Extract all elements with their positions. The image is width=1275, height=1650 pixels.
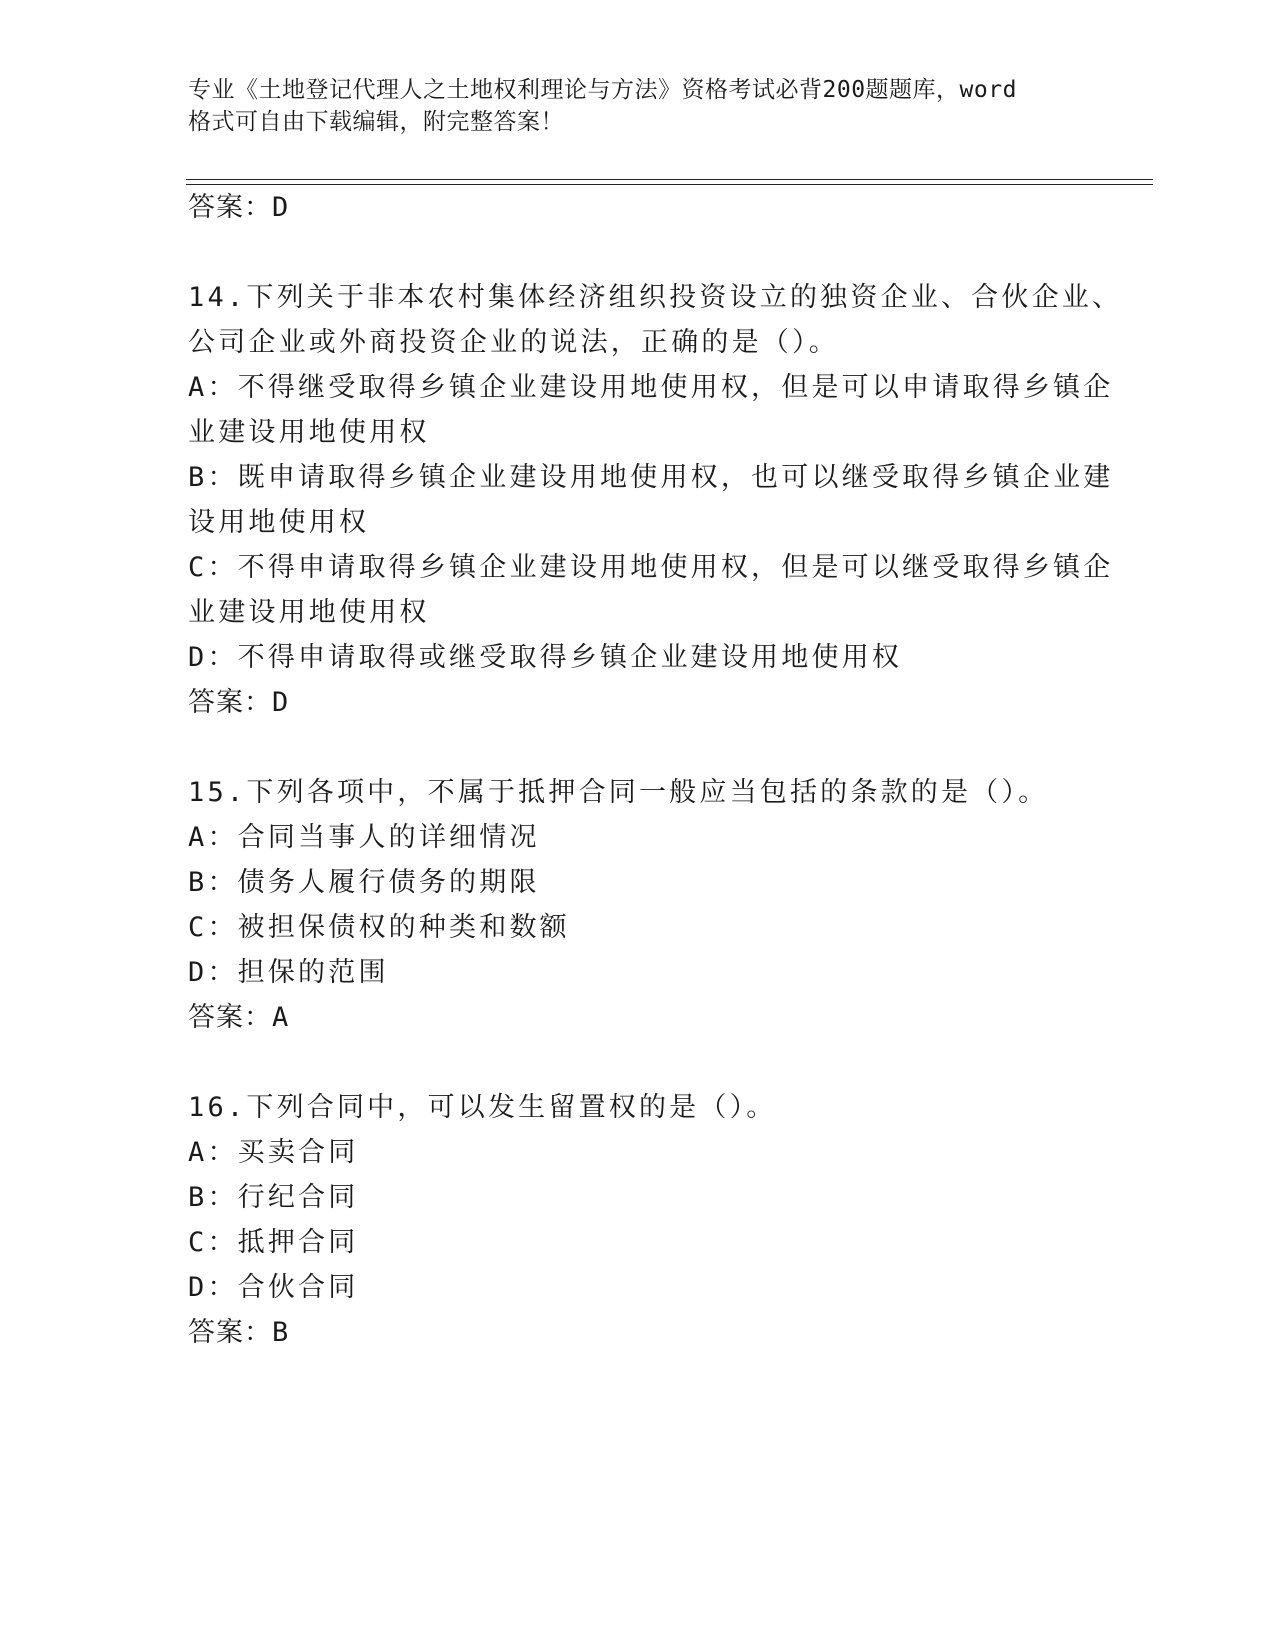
header-line-2: 格式可自由下载编辑，附完整答案！ [188, 109, 564, 135]
answer-previous: 答案：D [188, 192, 290, 223]
question-stem-line: 15.下列各项中，不属于抵押合同一般应当包括的条款的是（）。 [188, 777, 1049, 808]
answer: 答案：A [188, 1002, 290, 1033]
header-rule-top [186, 179, 1153, 180]
option-d: D：合伙合同 [188, 1272, 359, 1303]
option-a: A：合同当事人的详细情况 [188, 822, 540, 853]
option-b: B：行纪合同 [188, 1182, 359, 1213]
option-b-continued: 设用地使用权 [188, 507, 370, 538]
option-c: C：被担保债权的种类和数额 [188, 912, 570, 943]
option-b: B：债务人履行债务的期限 [188, 867, 540, 898]
answer: 答案：D [188, 687, 290, 718]
option-a: A：不得继受取得乡镇企业建设用地使用权，但是可以申请取得乡镇企 [188, 372, 1114, 403]
option-c: C：抵押合同 [188, 1227, 359, 1258]
answer: 答案：B [188, 1317, 290, 1348]
option-c: C：不得申请取得乡镇企业建设用地使用权，但是可以继受取得乡镇企 [188, 552, 1114, 583]
option-a: A：买卖合同 [188, 1137, 359, 1168]
document-header [188, 74, 1068, 138]
option-d: D：不得申请取得或继受取得乡镇企业建设用地使用权 [188, 642, 903, 673]
header-rule-bottom [186, 184, 1153, 185]
question-stem-line: 公司企业或外商投资企业的说法，正确的是（）。 [188, 327, 839, 358]
option-c-continued: 业建设用地使用权 [188, 597, 430, 628]
question-stem-line: 16.下列合同中，可以发生留置权的是（）。 [188, 1092, 777, 1123]
question-stem-line: 14.下列关于非本农村集体经济组织投资设立的独资企业、合伙企业、 [188, 282, 1123, 313]
option-a-continued: 业建设用地使用权 [188, 417, 430, 448]
option-d: D：担保的范围 [188, 957, 389, 988]
header-line-1: 专业《土地登记代理人之土地权利理论与方法》资格考试必背200题题库，word [188, 77, 1017, 103]
option-b: B：既申请取得乡镇企业建设用地使用权，也可以继受取得乡镇企业建 [188, 462, 1114, 493]
